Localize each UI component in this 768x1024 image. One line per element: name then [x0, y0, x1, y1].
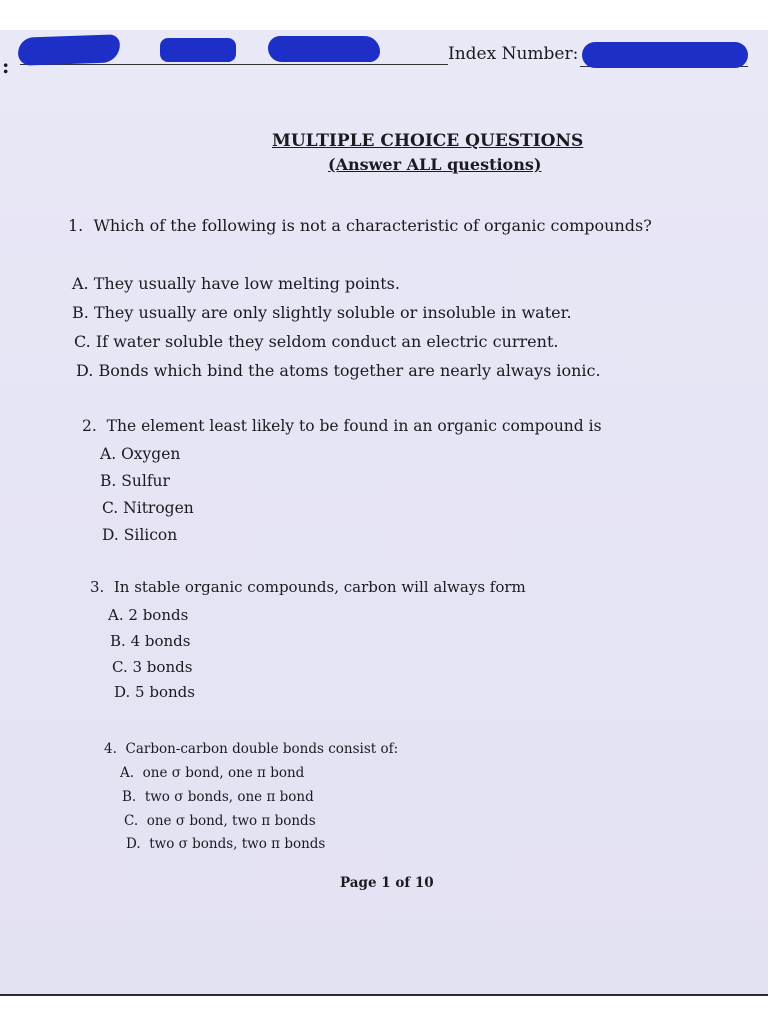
option-b: B. 4 bonds — [110, 632, 191, 650]
question-number: 1. — [68, 216, 84, 235]
redaction-mark — [18, 34, 121, 66]
question-number: 3. — [90, 578, 105, 596]
question-stem — [90, 578, 526, 596]
page-subtitle: (Answer ALL questions) — [328, 155, 542, 174]
option-d: D. 5 bonds — [114, 683, 195, 701]
question-text: Carbon-carbon double bonds consist of: — [125, 741, 399, 757]
question-stem — [104, 741, 398, 757]
question-stem — [68, 216, 652, 235]
option-c: C. one σ bond, two π bonds — [124, 813, 316, 829]
question-number: 2. — [82, 417, 97, 435]
index-number-label: Index Number: — [448, 44, 579, 64]
name-label-colon: : — [2, 54, 10, 78]
redaction-mark — [268, 36, 380, 62]
question-number: 4. — [104, 741, 117, 757]
option-a: A. 2 bonds — [108, 606, 189, 624]
redaction-mark — [160, 38, 236, 62]
page-number: Page 1 of 10 — [340, 875, 434, 891]
option-b: B. Sulfur — [100, 472, 170, 490]
option-d: D. Silicon — [102, 526, 178, 544]
option-a: A. Oxygen — [100, 445, 181, 463]
option-a: A. one σ bond, one π bond — [120, 765, 305, 781]
option-d: D. two σ bonds, two π bonds — [126, 836, 326, 852]
page-bottom-edge — [0, 994, 768, 996]
question-text: The element least likely to be found in an organic compound is — [106, 417, 602, 435]
option-b: B. two σ bonds, one π bond — [122, 789, 314, 805]
question-stem — [82, 417, 602, 435]
option-c: C. 3 bonds — [112, 658, 193, 676]
name-underline — [20, 64, 448, 65]
option-b: B. They usually are only slightly soluble or insoluble in water. — [72, 303, 572, 322]
question-text: Which of the following is not a characteristic of organic compounds? — [93, 216, 652, 235]
redaction-mark — [582, 42, 748, 68]
question-text: In stable organic compounds, carbon will always form — [113, 578, 526, 596]
page-title: MULTIPLE CHOICE QUESTIONS — [272, 131, 584, 151]
option-c: C. Nitrogen — [102, 499, 194, 517]
option-c: C. If water soluble they seldom conduct an electric current. — [74, 332, 559, 351]
option-a: A. They usually have low melting points. — [72, 274, 400, 293]
option-d: D. Bonds which bind the atoms together are nearly always ionic. — [76, 361, 601, 380]
exam-page — [0, 30, 768, 996]
